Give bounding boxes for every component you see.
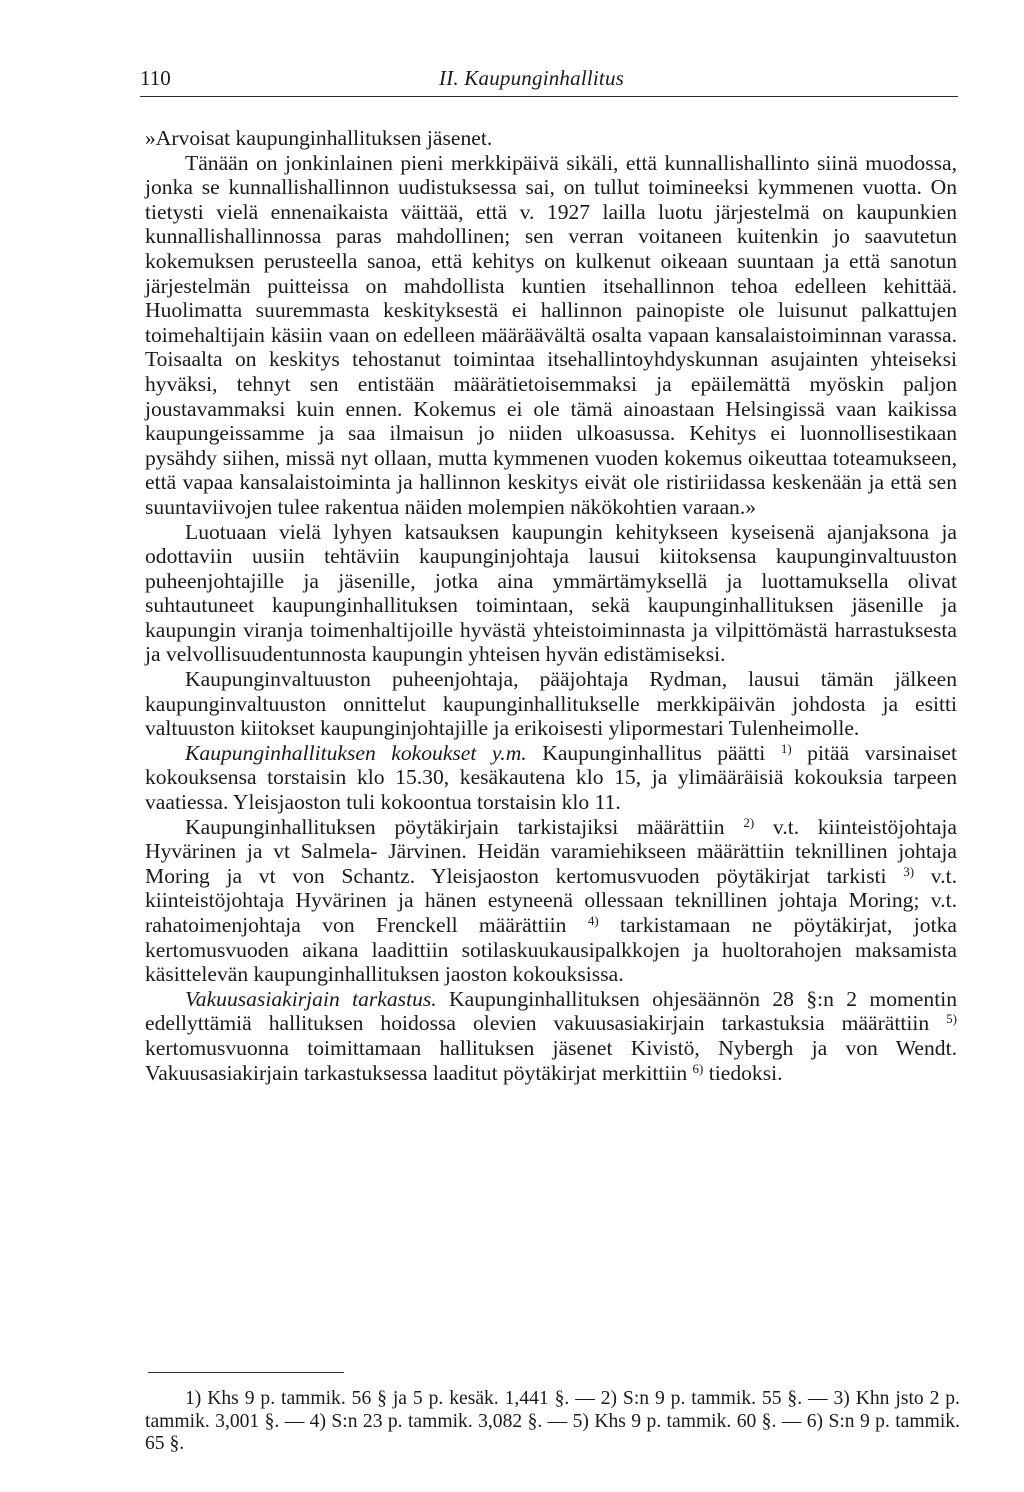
paragraph-text: Kaupunginhallitus päätti	[526, 740, 781, 765]
paragraph-text: kertomusvuonna toimittamaan hallituksen jäsenet Kivistö, Nybergh ja von Wendt. Vakuusasiakirjain tarkastuksessa laaditut pöytäkirjat merkittiin	[145, 1035, 957, 1085]
paragraph-text: Luotuaan vielä lyhyen katsauksen kaupungin kehitykseen kyseisenä ajanjaksona ja odottaviin uusiin tehtäviin kaupunginjohtaja lausui kiitoksensa kaupunginvaltuuston puheenjohtajille ja jäsenille, jotka aina ymmärtämyksellä ja luottamuksella olivat suhtautuneet kaupunginhallituksen toimintaan, sekä kaupunginhallituksen jäsenille ja kaupungin viranja toimenhaltijoille hyvästä yhteistoiminnasta ja vilpittömästä harrastuksesta ja velvollisuudentunnosta kaupungin yhteisen hyvän edistämiseksi.	[145, 519, 957, 667]
footnote-marker: 5)	[946, 1011, 957, 1027]
footnote-separator	[148, 1372, 344, 1373]
page-number: 110	[140, 66, 171, 90]
paragraph	[145, 815, 957, 987]
paragraph-text: v.t. kiinteistöjohtaja Hyvärinen ja hänen estyneenä ollessaan teknillinen johtaja Moring; v.t. rahatoimenjohtaja von Frenckell määrättiin	[145, 863, 957, 937]
paragraph-text: »Arvoisat kaupunginhallituksen jäsenet.	[145, 126, 493, 150]
paragraph	[145, 667, 957, 741]
paragraph-text: Kaupunginhallituksen ohjesäännön 28 §:n 2 momentin edellyttämiä hallituksen hoidossa olevien vakuusasiakirjain tarkastuksia määrättiin	[145, 986, 957, 1036]
footnote-marker: 2)	[743, 814, 755, 830]
footnote-marker: 6)	[692, 1060, 704, 1076]
footnotes	[145, 1388, 960, 1456]
footnote-marker: 3)	[903, 863, 915, 879]
paragraph	[145, 987, 957, 1085]
page-header	[140, 66, 958, 97]
paragraph	[145, 126, 957, 151]
section-heading: Kaupunginhallituksen kokoukset y.m.	[185, 740, 527, 765]
paragraph-text: Tänään on jonkinlainen pieni merkkipäivä sikäli, että kunnallishallinto siinä muodossa, jonka se kunnallishallinnon uudistuksessa sai, on tullut toimineeksi kymmenen vuotta. On tietysti vielä ennenaikaista väittää, että v. 1927 lailla luotu järjestelmä on kaupunkien kunnallishallinnossa paras mahdollinen; sen verran voitaneen kuitenkin jo saavutetun kokemuksen perusteella sanoa, että kehitys on kulkenut oikeaan suuntaan ja että sanotun järjestelmän puitteissa on mahdollista kuntien itsehallinnon tehoa edelleen kehittää. Huolimatta suuremmasta keskityksestä ei hallinnon painopiste ole luisunut palkattujen toimehaltijain käsiin vaan on edelleen määräävältä osalta vapaan kansalaistoiminnan varassa. Toisaalta on keskitys tehostanut toimintaa itsehallintoyhdyskunnan asujainten yhteiseksi hyväksi, tehnyt sen entistään määrätietoisemmaksi ja epäilemättä myöskin paljon joustavammaksi kuin ennen. Kokemus ei ole tämä ainoastaan Helsingissä vaan kaikissa kaupungeissamme ja saa ilmaisun jo niiden ulkoasussa. Kehitys ei luonnollisestikaan pysähdy siihen, missä nyt ollaan, mutta kymmenen vuoden kokemus oikeuttaa toteamukseen, että vapaa kansalaistoiminta ja hallinnon keskitys eivät ole ristiriidassa keskenään ja että sen suuntaviivojen tulee rakentua näiden molempien näkökohtien varaan.»	[145, 150, 957, 519]
paragraph-text: tarkistamaan ne pöytäkirjat, jotka kertomusvuoden aikana laadittiin sotilaskuukausipalkkojen ja huoltorahojen maksamista käsittelevän kaupunginhallituksen jaoston kokouksissa.	[145, 913, 957, 987]
footnote-marker: 4)	[587, 913, 599, 928]
paragraph	[145, 151, 957, 520]
footnote-marker: 1)	[780, 740, 792, 756]
paragraph-text: pitää varsinaiset kokouksensa torstaisin klo 15.30, kesäkautena klo 15, ja ylimääräisiä kokouksia tarpeen vaatiessa. Yleisjaoston tuli kokoontua torstaisin klo 11.	[145, 740, 958, 815]
running-title: II. Kaupunginhallitus	[439, 66, 625, 90]
section-heading: Vakuusasiakirjain tarkastus.	[185, 986, 437, 1011]
paragraph	[145, 741, 957, 815]
paragraph	[145, 520, 957, 668]
body-text	[145, 126, 957, 1085]
paragraph-text: Kaupunginhallituksen pöytäkirjain tarkistajiksi määrättiin	[185, 814, 744, 839]
paragraph-text: Kaupunginvaltuuston puheenjohtaja, pääjohtaja Rydman, lausui tämän jälkeen kaupunginvaltuuston onnittelut kaupunginhallitukselle merkkipäivän johdosta ja esitti valtuuston kiitokset kaupunginjohtajille ja erikoisesti ylipormestari Tulenheimolle.	[145, 667, 957, 741]
paragraph-text: tiedoksi.	[703, 1060, 783, 1085]
footnote-text: 1) Khs 9 p. tammik. 56 § ja 5 p. kesäk. 1,441 §. — 2) S:n 9 p. tammik. 55 §. — 3) Khn jsto 2 p. tammik. 3,001 §. — 4) S:n 23 p. tammik. 3,082 §. — 5) Khs 9 p. tammik. 60 §. — 6) S:n 9 p. tammik. 65 §.	[145, 1388, 960, 1455]
paragraph-text: v.t. kiinteistöjohtaja Hyvärinen ja vt Salmela- Järvinen. Heidän varamiehikseen määrättiin teknillinen johtaja Moring ja vt von Schantz. Yleisjaoston kertomusvuoden pöytäkirjat tarkisti	[145, 814, 958, 888]
